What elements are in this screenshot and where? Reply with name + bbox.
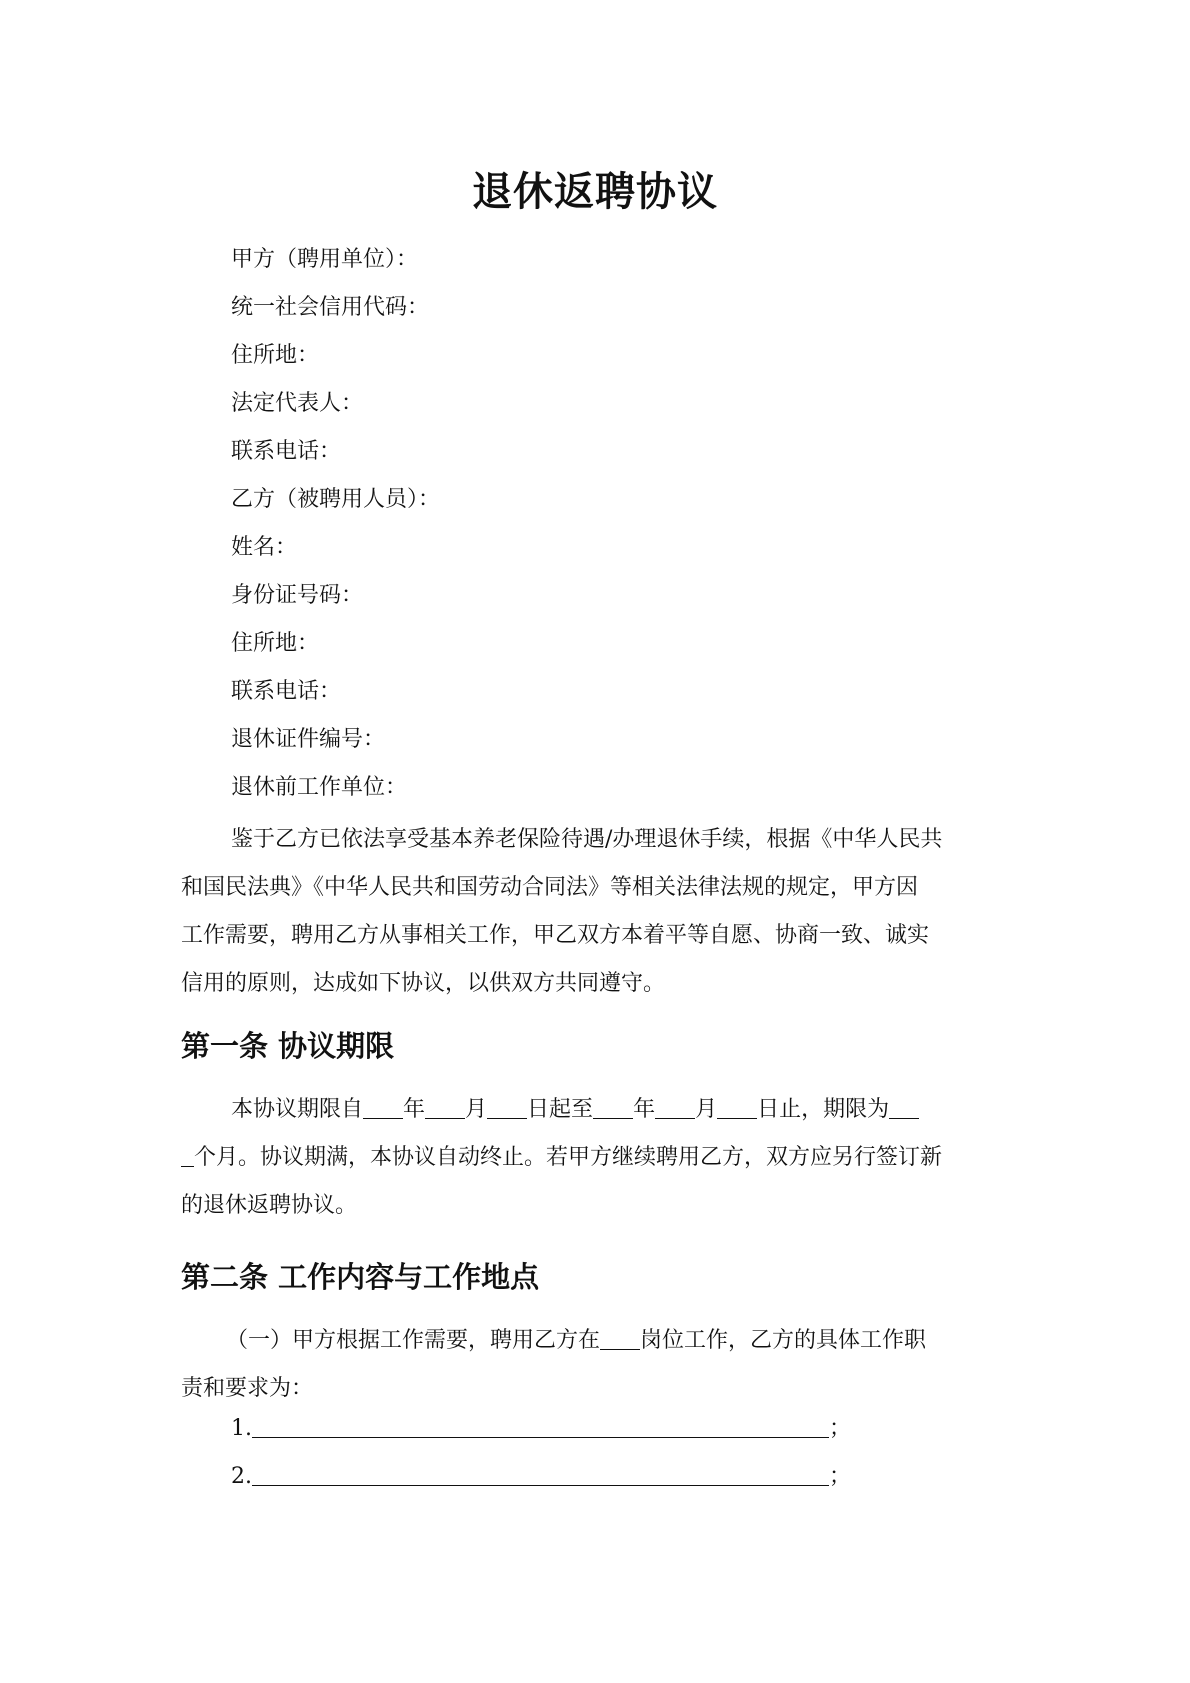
duration-blank-part-2 — [181, 1144, 194, 1167]
article-1-paragraph — [181, 1086, 1021, 1230]
article-1-heading: 第一条 协议期限 — [181, 1029, 395, 1063]
day-end-text: 日止，期限为 — [757, 1097, 890, 1122]
month-text: 月 — [465, 1097, 488, 1122]
start-day-blank — [487, 1096, 527, 1119]
duty-item-2-number: 2. — [231, 1464, 252, 1489]
duration-blank-part-1 — [889, 1096, 919, 1119]
party-b-name: 姓名： — [231, 535, 298, 560]
article-2-paragraph — [181, 1317, 1021, 1413]
party-b-address: 住所地： — [231, 631, 320, 656]
position-text-end: 岗位工作，乙方的具体工作职 — [640, 1328, 927, 1353]
year-text: 年 — [633, 1097, 656, 1122]
preamble-line-4: 信用的原则，达成如下协议，以供双方共同遵守。 — [181, 971, 666, 996]
start-year-blank — [363, 1096, 403, 1119]
article-2-line-1 — [181, 1317, 1021, 1365]
term-text: 本协议期限自 — [231, 1097, 364, 1122]
duty-item-2-end: ； — [829, 1464, 852, 1489]
article-1-line-1 — [181, 1086, 1021, 1134]
article-2-heading: 第二条 工作内容与工作地点 — [181, 1260, 540, 1294]
article-1-line-3: 的退休返聘协议。 — [181, 1193, 358, 1218]
article-1-line-2-text: 个月。协议期满，本协议自动终止。若甲方继续聘用乙方，双方应另行签订新 — [194, 1145, 943, 1170]
party-a-label: 甲方（聘用单位）： — [231, 247, 419, 272]
duty-item-1-end: ； — [829, 1416, 852, 1441]
party-a-credit-code: 统一社会信用代码： — [231, 295, 430, 320]
party-a-phone: 联系电话： — [231, 439, 342, 464]
duty-item-1-blank — [252, 1415, 829, 1438]
party-b-retirement-cert: 退休证件编号： — [231, 727, 386, 752]
duty-item-1-number: 1. — [231, 1416, 252, 1441]
party-b-label: 乙方（被聘用人员）： — [231, 487, 441, 512]
end-month-blank — [655, 1096, 695, 1119]
duty-item-2-blank — [252, 1463, 829, 1486]
party-b-previous-employer: 退休前工作单位： — [231, 775, 408, 800]
month-text: 月 — [695, 1097, 718, 1122]
end-day-blank — [717, 1096, 757, 1119]
day-start-text: 日起至 — [527, 1097, 594, 1122]
position-blank — [600, 1327, 640, 1350]
start-month-blank — [425, 1096, 465, 1119]
preamble-paragraph — [181, 816, 1021, 1008]
duty-item-1 — [231, 1414, 851, 1444]
article-2-line-2: 责和要求为： — [181, 1376, 314, 1401]
party-b-phone: 联系电话： — [231, 679, 342, 704]
year-text: 年 — [403, 1097, 426, 1122]
preamble-line-2: 和国民法典》《中华人民共和国劳动合同法》等相关法律法规的规定，甲方因 — [181, 875, 919, 900]
party-a-legal-rep: 法定代表人： — [231, 391, 364, 416]
end-year-blank — [593, 1096, 633, 1119]
document-title: 退休返聘协议 — [472, 169, 718, 215]
duty-item-2 — [231, 1462, 851, 1492]
article-1-line-2 — [181, 1134, 1021, 1182]
preamble-line-3: 工作需要，聘用乙方从事相关工作，甲乙双方本着平等自愿、协商一致、诚实 — [181, 923, 930, 948]
position-text: （一）甲方根据工作需要，聘用乙方在 — [226, 1328, 601, 1353]
party-b-id-number: 身份证号码： — [231, 583, 364, 608]
preamble-line-1: 鉴于乙方已依法享受基本养老保险待遇/办理退休手续，根据《中华人民共 — [231, 827, 943, 852]
party-a-address: 住所地： — [231, 343, 320, 368]
